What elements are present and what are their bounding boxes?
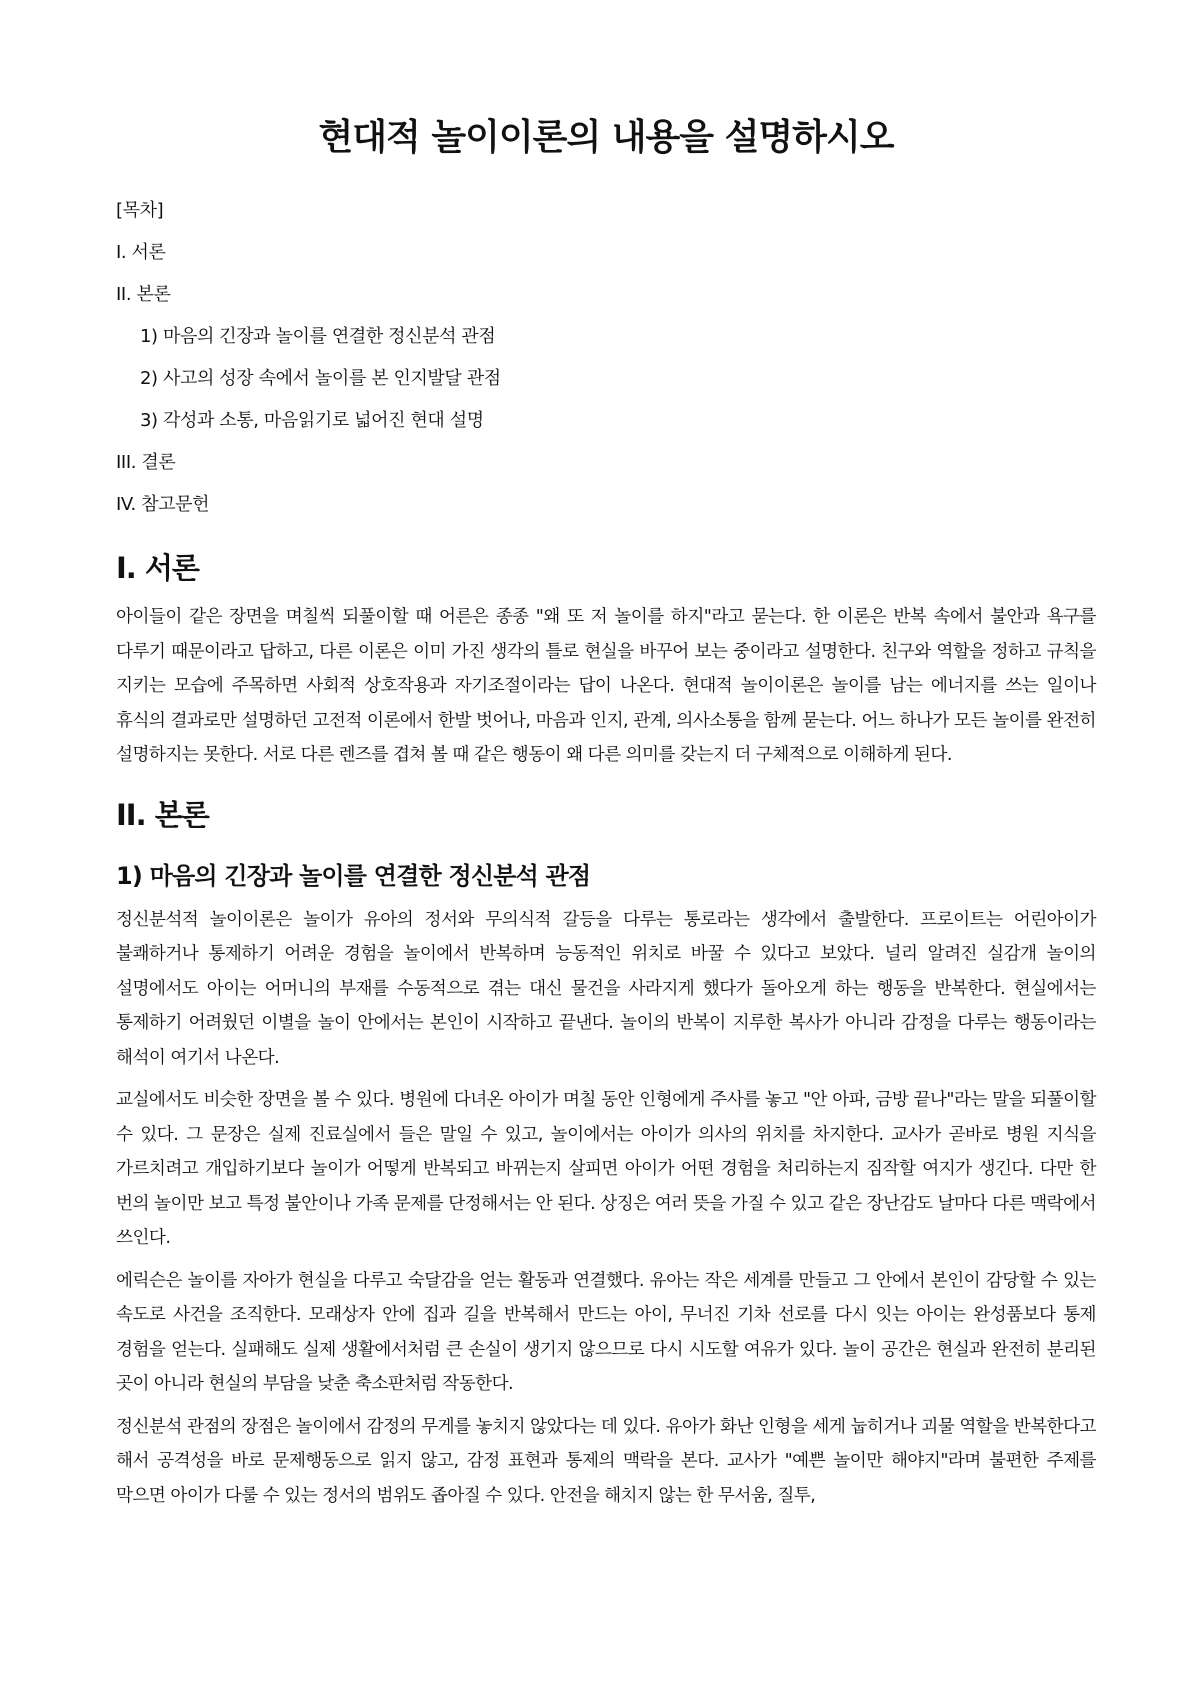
toc-heading: [목차]: [116, 200, 164, 221]
toc-item-conclusion: III. 결론: [116, 452, 176, 473]
psychoanalytic-heading: 1) 마음의 긴장과 놀이를 연결한 정신분석 관점: [116, 861, 591, 890]
toc-item-modern: 3) 각성과 소통, 마음읽기로 넓어진 현대 설명: [140, 410, 484, 431]
toc-item-references: IV. 참고문헌: [116, 494, 210, 515]
toc-item-intro: I. 서론: [116, 242, 166, 263]
body-paragraph: 정신분석 관점의 장점은 놀이에서 감정의 무게를 놓치지 않았다는 데 있다. 유아가 화난 인형을 세게 눕히거나 괴물 역할을 반복한다고 해서 공격성을 바로 문제행동으로 읽지 않고, 감정 표현과 통제의 맥락을 본다. 교사가 "예쁜 놀이만 해야지"라며 불편한 주제를 막으면 아이가 다룰 수 있는 정서의 범위도 좁아질 수 있다. 안전을 해치지 않는 한 무서움, 질투,: [116, 1416, 1096, 1506]
toc-item-psychoanalytic: 1) 마음의 긴장과 놀이를 연결한 정신분석 관점: [140, 326, 496, 347]
body-paragraph: 교실에서도 비슷한 장면을 볼 수 있다. 병원에 다녀온 아이가 며칠 동안 인형에게 주사를 놓고 "안 아파, 금방 끝나"라는 말을 되풀이할 수 있다. 그 문장은 실제 진료실에서 들은 말일 수 있고, 놀이에서는 아이가 의사의 위치를 차지한다. 교사가 곧바로 병원 지식을 가르치려고 개입하기보다 놀이가 어떻게 반복되고 바뀌는지 살피면 아이가 어떤 경험을 처리하는지 짐작할 여지가 생긴다. 다만 한 번의 놀이만 보고 특정 불안이나 가족 문제를 단정해서는 안 된다. 상징은 여러 뜻을 가질 수 있고 같은 장난감도 날마다 다른 맥락에서 쓰인다.: [116, 1090, 1096, 1248]
body-paragraph: 정신분석적 놀이이론은 놀이가 유아의 정서와 무의식적 갈등을 다루는 통로라는 생각에서 출발한다. 프로이트는 어린아이가 불쾌하거나 통제하기 어려운 경험을 놀이에서 반복하며 능동적인 위치로 바꿀 수 있다고 보았다. 널리 알려진 실감개 놀이의 설명에서도 아이는 어머니의 부재를 수동적으로 겪는 대신 물건을 사라지게 했다가 돌아오게 하는 행동을 반복한다. 현실에서는 통제하기 어려웠던 이별을 놀이 안에서는 본인이 시작하고 끝낸다. 놀이의 반복이 지루한 복사가 아니라 감정을 다루는 행동이라는 해석이 여기서 나온다.: [116, 909, 1096, 1068]
toc-item-body: II. 본론: [116, 284, 171, 305]
body-section: [116, 795, 1096, 1514]
body-heading: II. 본론: [116, 797, 209, 832]
document-title: 현대적 놀이이론의 내용을 설명하시오: [318, 117, 894, 158]
body-paragraph: 에릭슨은 놀이를 자아가 현실을 다루고 숙달감을 얻는 활동과 연결했다. 유아는 작은 세계를 만들고 그 안에서 본인이 감당할 수 있는 속도로 사건을 조직한다. 모래상자 안에 집과 길을 반복해서 만드는 아이, 무너진 기차 선로를 다시 잇는 아이는 완성품보다 통제 경험을 얻는다. 실패해도 실제 생활에서처럼 큰 손실이 생기지 않으므로 다시 시도할 여유가 있다. 놀이 공간은 현실과 완전히 분리된 곳이 아니라 현실의 부담을 낮춘 축소판처럼 작동한다.: [116, 1270, 1096, 1394]
intro-section: [116, 548, 1096, 773]
intro-paragraph: 아이들이 같은 장면을 며칠씩 되풀이할 때 어른은 종종 "왜 또 저 놀이를 하지"라고 묻는다. 한 이론은 반복 속에서 불안과 욕구를 다루기 때문이라고 답하고, 다른 이론은 이미 가진 생각의 틀로 현실을 바꾸어 보는 중이라고 설명한다. 친구와 역할을 정하고 규칙을 지키는 모습에 주목하면 사회적 상호작용과 자기조절이라는 답이 나온다. 현대적 놀이이론은 놀이를 남는 에너지를 쓰는 일이나 휴식의 결과로만 설명하던 고전적 이론에서 한발 벗어나, 마음과 인지, 관계, 의사소통을 함께 묻는다. 어느 하나가 모든 놀이를 완전히 설명하지는 못한다. 서로 다른 렌즈를 겹쳐 볼 때 같은 행동이 왜 다른 의미를 갖는지 더 구체적으로 이해하게 된다.: [116, 607, 1096, 765]
toc-item-cognitive: 2) 사고의 성장 속에서 놀이를 본 인지발달 관점: [140, 368, 501, 389]
intro-heading: I. 서론: [116, 551, 199, 585]
table-of-contents: [116, 190, 1096, 526]
